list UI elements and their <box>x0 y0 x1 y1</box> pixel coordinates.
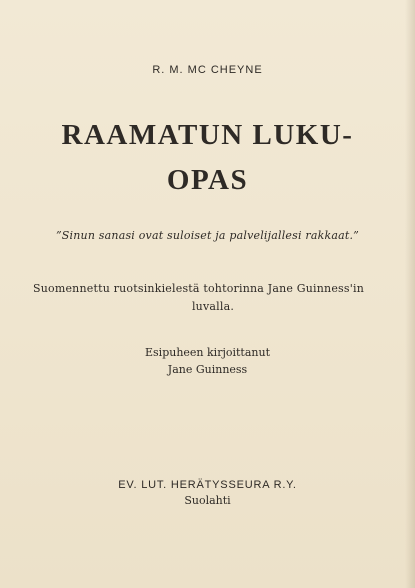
translation-note-line-1: Suomennettu ruotsinkielestä tohtorinna Jane Guinness'in <box>33 282 364 295</box>
preface-credit-line-1: Esipuheen kirjoittanut <box>145 346 270 359</box>
author-name: R. M. MC CHEYNE <box>152 64 263 76</box>
book-title-line-1: RAAMATUN LUKU- <box>61 119 354 151</box>
book-title-line-2: OPAS <box>166 164 249 196</box>
publisher-place: Suolahti <box>184 494 231 507</box>
translation-note-line-2: luvalla. <box>191 300 235 313</box>
preface-credit-line-2: Jane Guinness <box>167 363 248 376</box>
publisher-name: EV. LUT. HERÄTYSSEURA R.Y. <box>118 479 297 491</box>
translation-note <box>33 280 393 316</box>
motto-quote: ”Sinun sanasi ovat suloiset ja palvelijallesi rakkaat.” <box>55 229 360 242</box>
